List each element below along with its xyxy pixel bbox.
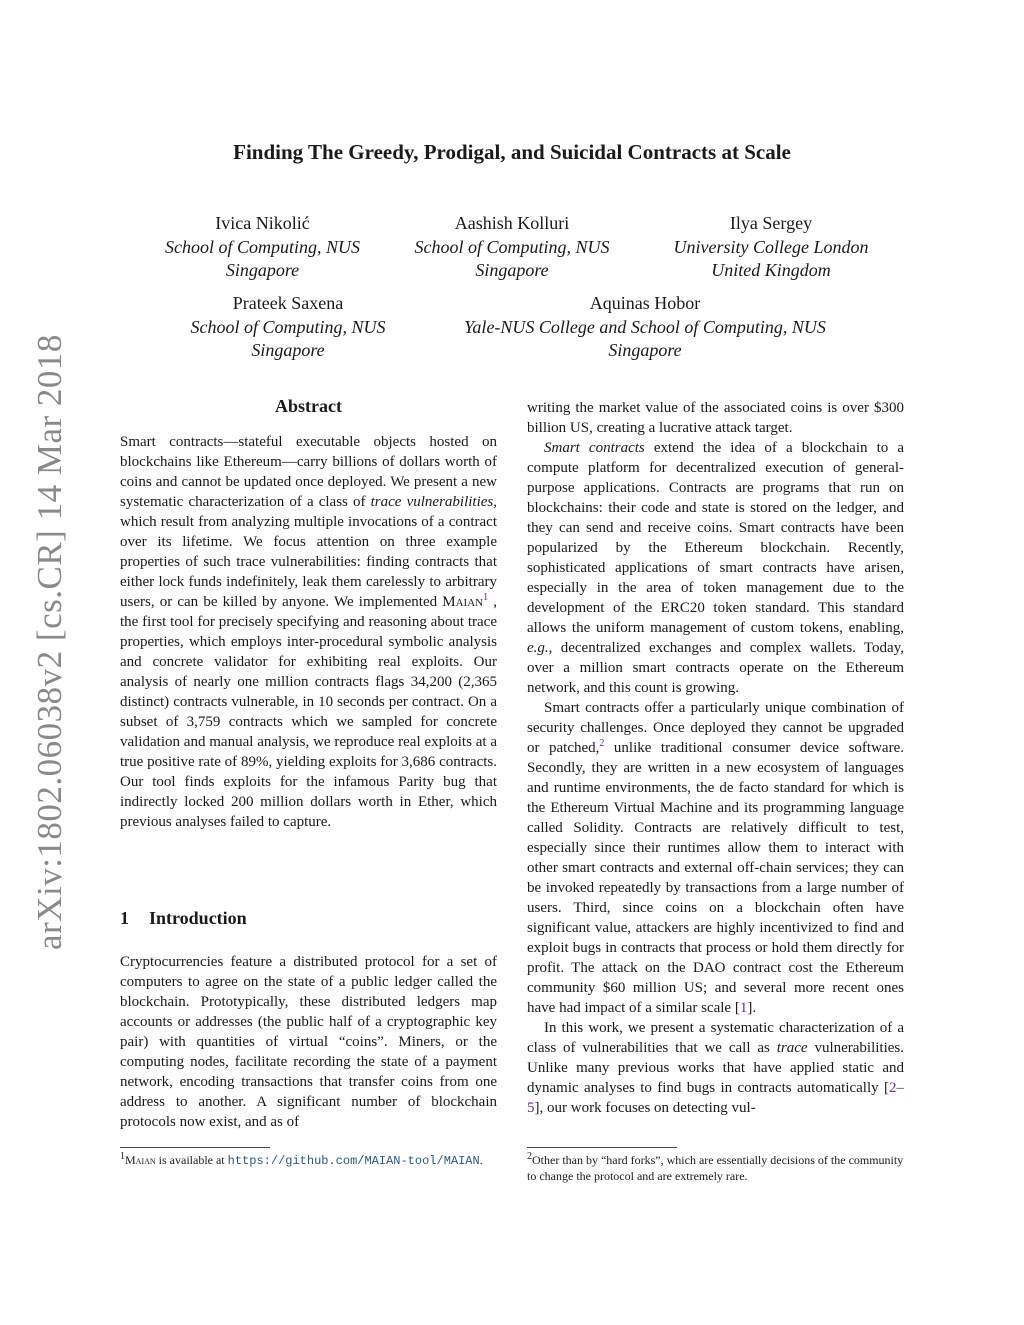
abstract-heading: Abstract	[275, 396, 342, 416]
citation-link[interactable]: 1	[739, 1000, 748, 1016]
author-name: Ivica Nikolić	[215, 213, 310, 233]
intro-body	[120, 952, 497, 1132]
footnote-number: 2	[527, 1151, 532, 1162]
footnote-marker[interactable]: 2	[599, 738, 605, 749]
section-number: 1	[120, 908, 129, 928]
section-title: Introduction	[149, 908, 247, 928]
body-text: ].	[747, 1000, 757, 1016]
body-text: unlike traditional consumer device software. Secondly, they are written in a new ecosystem of languages and runtime environments, the de facto standard for which is the Ethereum Virtual Machine and its programming language called Solidity. Contracts are relatively difficult to test, especially since their runtimes allow them to interact with other smart contracts and external off-chain services; they can be invoked repeatedly by transactions from a large number of users. Third, since coins on a blockchain often have significant value, attackers are highly incentivized to find and exploit bugs in contracts that process or hold them directly for profit. The attack on the DAO contract cost the Ethereum community $60 million US; and several more recent ones have had impact of a similar scale [	[527, 740, 904, 1016]
body-text: , decentralized exchanges and complex wallets. Today, over a million smart contracts operate on the Ethereum network, and this count is growing.	[527, 640, 904, 696]
body-paragraph	[527, 698, 904, 1018]
author-location: Singapore	[475, 260, 549, 280]
author-location: Singapore	[251, 340, 325, 360]
author-affiliation: University College London	[673, 236, 869, 257]
abstract-text: , the first tool for precisely specifying and reasoning about trace properties, which employs inter-procedural symbolic analysis and concrete validator for exhibiting real exploits. Our analysis of nearly one million contracts flags 34,200 (2,365 distinct) contracts vulnerable, in 10 seconds per contract. On a subset of 3,759 contracts which we sampled for concrete validation and manual analysis, we reproduce real exploits at a true positive rate of 89%, yielding exploits for 3,686 contracts. Our tool finds exploits for the infamous Parity bug that indirectly locked 200 million dollars worth in Ether, which previous analyses failed to capture.	[120, 594, 497, 830]
author-affiliation: School of Computing, NUS	[190, 316, 386, 337]
abstract-text: Smart contracts—stateful executable objects hosted on blockchains like Ethereum—carry billions of dollars worth of coins and cannot be updated once deployed. We present a new systematic characterization of a class of	[120, 434, 497, 510]
footnote-rule	[527, 1147, 677, 1148]
author-location: United Kingdom	[711, 260, 831, 280]
repo-link[interactable]: https://github.com/MAIAN-tool/MAIAN	[227, 1154, 480, 1168]
footnote-1	[120, 1152, 497, 1169]
body-text: extend the idea of a blockchain to a compute platform for decentralized execution of general-purpose applications. Contracts are programs that run on blockchains: their code and state is stored on the ledger, and they can send and receive coins. Smart contracts have been popularized by the Ethereum blockchain. Recently, sophisticated applications of smart contracts have arisen, especially in the area of token management due to the development of the ERC20 token standard. This standard allows the uniform management of custom tokens, enabling,	[527, 440, 904, 636]
author-block	[438, 292, 852, 363]
footnote-marker[interactable]: 1	[483, 592, 489, 603]
author-name: Aquinas Hobor	[589, 293, 701, 313]
footnote-number: 1	[120, 1151, 125, 1162]
emphasis-term: e.g.	[527, 640, 549, 656]
author-name: Prateek Saxena	[232, 293, 344, 313]
citation-link[interactable]: 2–5	[527, 1080, 904, 1116]
footnote-text: .	[479, 1153, 483, 1167]
body-paragraph	[527, 1018, 904, 1118]
abstract-body	[120, 432, 497, 832]
author-block	[398, 212, 626, 283]
author-location: Singapore	[225, 260, 300, 280]
footnote-2	[527, 1152, 904, 1184]
author-affiliation: School of Computing, NUS	[414, 236, 610, 257]
arxiv-identifier: arXiv:1802.06038v2 [cs.CR] 14 Mar 2018	[30, 334, 69, 950]
author-name: Ilya Sergey	[729, 213, 813, 233]
author-block	[172, 292, 404, 363]
paper-title: Finding The Greedy, Prodigal, and Suicidal Contracts at Scale	[233, 140, 791, 164]
author-affiliation: School of Computing, NUS	[164, 236, 360, 257]
body-text: Smart contracts offer a particularly unique combination of security challenges. Once deployed they cannot be upgraded or patched,	[527, 700, 904, 756]
footnote-rule	[120, 1147, 270, 1148]
intro-paragraph: Cryptocurrencies feature a distributed protocol for a set of computers to agree on the state of a public ledger called the blockchain. Prototypically, these distributed ledgers map accounts or addresses (the public half of a cryptographic key pair) with quantities of virtual “coins”. Miners, or the computing nodes, facilitate recording the state of a payment network, encoding transactions that transfer coins from one address to another. A significant number of blockchain protocols now exist, and as of	[120, 954, 497, 1130]
body-paragraph: writing the market value of the associated coins is over $300 billion US, creating a lucrative attack target.	[527, 400, 904, 436]
emphasis-term: Smart contracts	[544, 440, 645, 456]
footnote-text: is available at	[155, 1153, 228, 1167]
right-column	[527, 398, 904, 1118]
section-heading	[120, 908, 247, 929]
body-text: vulnerabilities. Unlike many previous works that have applied static and dynamic analyses to find bugs in contracts automatically [	[527, 1040, 904, 1096]
author-affiliation: Yale-NUS College and School of Computing, NUS	[464, 316, 826, 337]
abstract-term: trace vulnerabilities	[370, 494, 494, 510]
body-text: ], our work focuses on detecting vul-	[534, 1100, 756, 1116]
emphasis-term: trace	[776, 1040, 808, 1056]
body-text: In this work, we present a systematic characterization of a class of vulnerabilities that we call as	[527, 1020, 904, 1056]
body-paragraph	[527, 438, 904, 698]
author-block	[140, 212, 385, 283]
tool-name: Maian	[442, 594, 484, 610]
author-name: Aashish Kolluri	[454, 213, 570, 233]
abstract-text: , which result from analyzing multiple invocations of a contract over its lifetime. We focus attention on three example properties of such trace vulnerabilities: finding contracts that either lock funds indefinitely, leak them carelessly to arbitrary users, or can be killed by anyone. We implemented	[120, 494, 497, 610]
author-block	[658, 212, 884, 283]
footnote-text: Other than by “hard forks”, which are essentially decisions of the community to change the protocol and are extremely rare.	[527, 1153, 904, 1183]
author-location: Singapore	[608, 340, 682, 360]
tool-name: Maian	[125, 1153, 156, 1167]
